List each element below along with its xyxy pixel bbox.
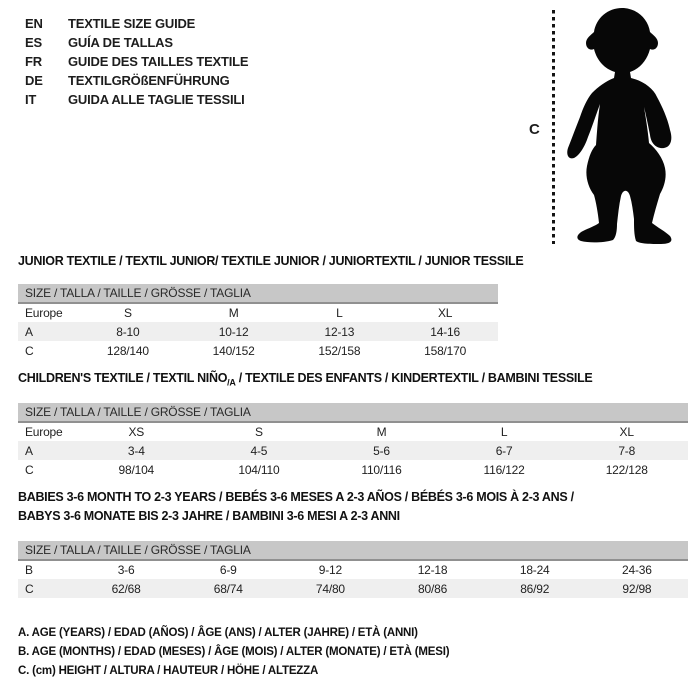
babies-table-title [18, 488, 618, 526]
cell: 128/140 [106, 343, 149, 358]
language-row-es [25, 33, 248, 52]
row-label: Europe [25, 306, 63, 320]
language-code: IT [25, 92, 37, 107]
footnote-c: C. (cm) HEIGHT / ALTURA / HAUTEUR / HÖHE / ALTEZZA [18, 665, 319, 677]
table-row-europe [18, 422, 688, 441]
children-size-table [18, 403, 688, 479]
footnotes [18, 624, 449, 681]
language-code: DE [25, 73, 43, 88]
children-title-suffix: / TEXTILE DES ENFANTS / KINDERTEXTIL / BAMBINI TESSILE [235, 371, 593, 385]
cell: 98/104 [118, 462, 155, 477]
cell: 8-10 [75, 322, 181, 341]
cell: 18-24 [519, 563, 550, 577]
cell: 12-18 [417, 563, 448, 577]
language-row-en [25, 14, 248, 33]
row-label: A [18, 441, 75, 460]
children-table-title [18, 369, 592, 393]
row-label: A [18, 322, 75, 341]
language-row-de [25, 71, 248, 90]
language-code: FR [25, 54, 42, 69]
cell: S [254, 425, 263, 439]
measure-label-c: C [529, 121, 540, 138]
language-code: ES [25, 35, 42, 50]
cell: 158/170 [424, 343, 467, 358]
language-row-fr [25, 52, 248, 71]
table-row-age [18, 322, 498, 341]
table-row-europe [18, 303, 498, 322]
cell: 3-6 [117, 563, 135, 577]
cell: 74/80 [279, 579, 381, 598]
height-measure-dashed-line [552, 10, 555, 244]
language-title: GUIDA ALLE TAGLIE TESSILI [68, 92, 245, 107]
cell: 4-5 [198, 441, 321, 460]
language-title: TEXTILE SIZE GUIDE [68, 16, 196, 31]
table-row-height [18, 460, 688, 479]
language-list [25, 14, 248, 109]
babies-title-line1: BABIES 3-6 MONTH TO 2-3 YEARS / BEBÉS 3-6 MESES A 2-3 AÑOS / BÉBÉS 3-6 MOIS À 2-3 ANS / [18, 490, 574, 504]
row-label: C [25, 343, 34, 358]
cell: 3-4 [75, 441, 198, 460]
cell: 110/116 [361, 462, 402, 477]
cell: 6-9 [219, 563, 237, 577]
junior-table-title: JUNIOR TEXTILE / TEXTIL JUNIOR/ TEXTILE JUNIOR / JUNIORTEXTIL / JUNIOR TESSILE [18, 254, 524, 268]
cell: 80/86 [381, 579, 483, 598]
language-title: TEXTILGRÖßENFÜHRUNG [68, 73, 230, 88]
cell: 68/74 [177, 579, 279, 598]
cell: 92/98 [586, 579, 688, 598]
cell: 6-7 [443, 441, 566, 460]
cell: 10-12 [181, 322, 287, 341]
cell: 62/68 [75, 579, 177, 598]
children-title-sub: /A [227, 377, 236, 388]
cell: L [336, 306, 343, 320]
cell: XS [128, 425, 145, 439]
language-code: EN [25, 16, 43, 31]
cell: 9-12 [318, 563, 342, 577]
cell: M [376, 425, 387, 439]
children-title-prefix: CHILDREN'S TEXTILE / TEXTIL NIÑO [18, 371, 228, 385]
cell: 152/158 [318, 343, 361, 358]
table-row-height [18, 579, 688, 598]
cell: 86/92 [484, 579, 586, 598]
size-header-bar: SIZE / TALLA / TAILLE / GRÖSSE / TAGLIA [18, 541, 688, 560]
cell: 5-6 [320, 441, 443, 460]
cell: XL [619, 425, 634, 439]
cell: S [123, 306, 132, 320]
babies-title-line2: BABYS 3-6 MONATE BIS 2-3 JAHRE / BAMBINI 3-6 MESI A 2-3 ANNI [18, 509, 400, 523]
babies-size-table [18, 541, 688, 598]
table-row-height [18, 341, 498, 360]
cell: 104/110 [238, 462, 280, 477]
language-title: GUÍA DE TALLAS [68, 35, 173, 50]
size-header-bar: SIZE / TALLA / TAILLE / GRÖSSE / TAGLIA [18, 284, 498, 303]
cell: 140/152 [212, 343, 255, 358]
row-label: B [25, 563, 33, 577]
toddler-silhouette-icon [558, 6, 694, 246]
row-label: C [25, 462, 34, 477]
language-title: GUIDE DES TAILLES TEXTILE [68, 54, 249, 69]
junior-size-table [18, 284, 498, 360]
cell: 12-13 [287, 322, 393, 341]
size-header-bar: SIZE / TALLA / TAILLE / GRÖSSE / TAGLIA [18, 403, 688, 422]
cell: M [228, 306, 239, 320]
table-row-months [18, 560, 688, 579]
cell: 122/128 [605, 462, 648, 477]
footnote-b: B. AGE (MONTHS) / EDAD (MESES) / ÂGE (MOIS) / ALTER (MONATE) / ETÀ (MESI) [18, 646, 450, 658]
cell: 14-16 [392, 322, 498, 341]
footnote-a: A. AGE (YEARS) / EDAD (AÑOS) / ÂGE (ANS) / ALTER (JAHRE) / ETÀ (ANNI) [18, 627, 418, 639]
cell: L [500, 425, 508, 439]
row-label: C [18, 579, 75, 598]
language-row-it [25, 90, 248, 109]
table-row-age [18, 441, 688, 460]
row-label: Europe [25, 425, 63, 439]
cell: 116/122 [483, 462, 525, 477]
cell: 24-36 [622, 563, 652, 577]
cell: XL [437, 306, 453, 320]
cell: 7-8 [565, 441, 688, 460]
